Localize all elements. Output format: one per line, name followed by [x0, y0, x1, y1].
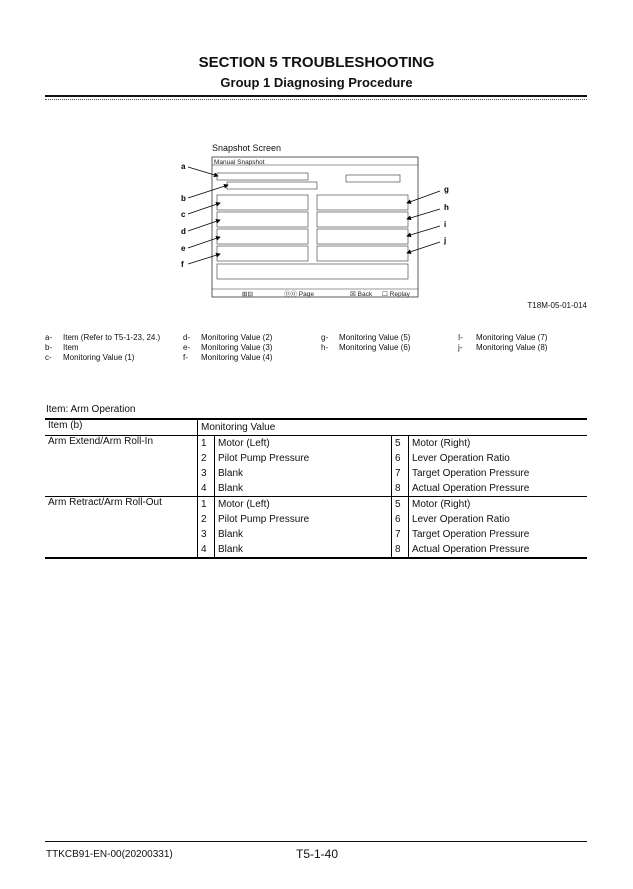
legend-item-e: e- Monitoring Value (3)	[183, 343, 273, 352]
page-number: T5-1-40	[296, 847, 339, 861]
value-box-5	[317, 195, 408, 210]
item-field-a	[217, 173, 308, 180]
callout-e: e	[181, 244, 186, 253]
legend-item-j: j- Monitoring Value (8)	[458, 343, 548, 352]
softkey-3: ☒ Back	[350, 291, 373, 298]
value-box-7	[317, 229, 408, 244]
callout-c: c	[181, 210, 186, 219]
group-item: Arm Extend/Arm Roll-In	[45, 436, 198, 497]
table-caption: Item: Arm Operation	[46, 404, 136, 415]
legend-col-4	[458, 333, 547, 353]
value-box-2	[217, 212, 308, 227]
legend-item-f: f- Monitoring Value (4)	[183, 353, 273, 362]
value-box-6	[317, 212, 408, 227]
callout-i: i	[444, 220, 447, 229]
header-item: Item (b)	[45, 419, 198, 436]
softkey-4: ☐ Replay	[382, 291, 410, 298]
legend-item-h: h- Monitoring Value (6)	[321, 343, 411, 352]
screen-title: Manual Snapshot	[214, 159, 265, 166]
table-header-row	[45, 419, 587, 436]
softkey-1: ⊞⊟	[242, 291, 253, 298]
table-row: 2 Pilot Pump Pressure 6 Lever Operation Ratio	[45, 512, 587, 527]
callout-f: f	[181, 260, 184, 269]
figure-caption: Snapshot Screen	[212, 143, 282, 153]
legend-item-g: g- Monitoring Value (5)	[321, 333, 411, 342]
callout-h: h	[444, 203, 449, 212]
bottom-field	[217, 264, 408, 279]
group-title: Group 1 Diagnosing Procedure	[220, 75, 413, 90]
legend-item-a: a- Item (Refer to T5-1-23, 24.)	[45, 333, 161, 342]
legend-item-b: b- Item	[45, 343, 79, 352]
legend-item-d: d- Monitoring Value (2)	[183, 333, 273, 342]
legend-item-c: c- Monitoring Value (1)	[45, 353, 135, 362]
table-row: 3 Blank 7 Target Operation Pressure	[45, 466, 587, 481]
legend-col-1	[45, 333, 160, 363]
table-row: 2 Pilot Pump Pressure 6 Lever Operation Ratio	[45, 451, 587, 466]
value-box-1	[217, 195, 308, 210]
section-title: SECTION 5 TROUBLESHOOTING	[198, 54, 435, 71]
monitoring-table	[45, 418, 587, 559]
value-box-8	[317, 246, 408, 261]
legend-col-2	[183, 333, 272, 363]
group-item: Arm Retract/Arm Roll-Out	[45, 497, 198, 559]
callout-d: d	[181, 227, 186, 236]
callout-b: b	[181, 194, 186, 203]
header-value: Monitoring Value	[198, 419, 588, 436]
header-dotted-rule	[45, 99, 587, 100]
legend-col-3	[321, 333, 410, 353]
figure-code: T18M-05-01-014	[527, 301, 587, 310]
callout-g: g	[444, 185, 449, 194]
callout-a: a	[181, 162, 186, 171]
table-row: 3 Blank 7 Target Operation Pressure	[45, 527, 587, 542]
value-box-4	[217, 246, 308, 261]
softkey-2: ⓪⓪ Page	[284, 291, 314, 298]
snapshot-screen-diagram	[170, 155, 460, 300]
legend-item-i: I- Monitoring Value (7)	[458, 333, 548, 342]
value-box-3	[217, 229, 308, 244]
footer-rule	[45, 841, 587, 842]
table-row: Arm Extend/Arm Roll-In 1 Motor (Left) 5 Motor (Right)	[45, 436, 587, 452]
table-row: 4 Blank 8 Actual Operation Pressure	[45, 542, 587, 558]
callout-j: j	[444, 236, 447, 245]
item-field-a-right	[346, 175, 400, 182]
table-row: Arm Retract/Arm Roll-Out 1 Motor (Left) 5 Motor (Right)	[45, 497, 587, 513]
header-rule	[45, 95, 587, 97]
document-code: TTKCB91-EN-00(20200331)	[46, 849, 173, 860]
item-field-b	[227, 182, 317, 189]
table-row: 4 Blank 8 Actual Operation Pressure	[45, 481, 587, 497]
